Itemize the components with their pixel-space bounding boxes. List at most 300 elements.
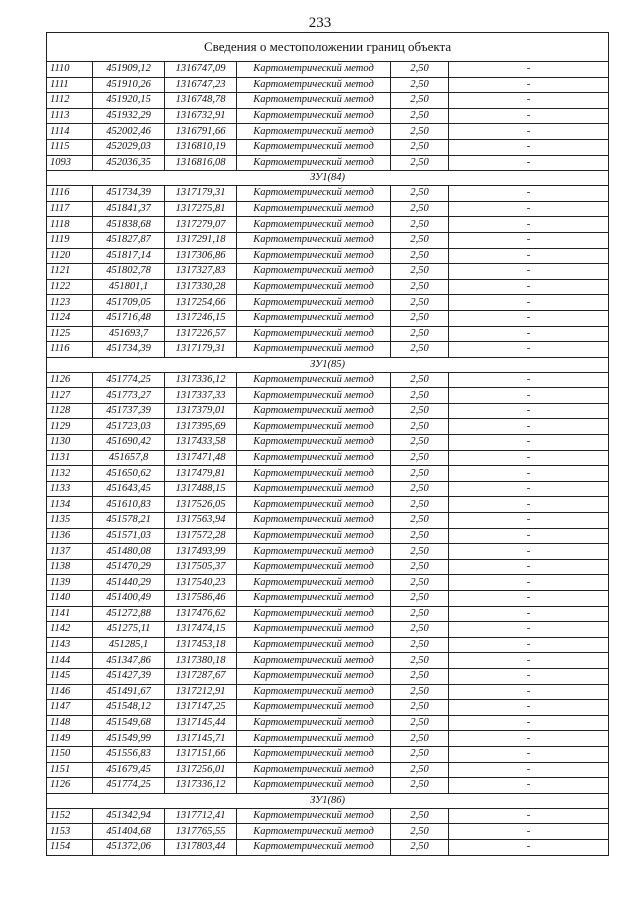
coordinate-x: 451709,05 xyxy=(93,295,165,311)
point-number: 1141 xyxy=(47,606,93,622)
point-number: 1110 xyxy=(47,62,93,78)
coordinate-y: 1317803,44 xyxy=(165,839,237,855)
coordinate-y: 1317479,81 xyxy=(165,466,237,482)
coordinate-x: 451400,49 xyxy=(93,591,165,607)
precision: 2,50 xyxy=(391,435,449,451)
coordinate-x: 451548,12 xyxy=(93,700,165,716)
point-number: 1153 xyxy=(47,824,93,840)
point-number: 1118 xyxy=(47,217,93,233)
coordinate-y: 1317493,99 xyxy=(165,544,237,560)
description: - xyxy=(449,606,609,622)
point-number: 1134 xyxy=(47,497,93,513)
point-number: 1132 xyxy=(47,466,93,482)
coordinate-x: 451773,27 xyxy=(93,388,165,404)
description: - xyxy=(449,108,609,124)
coordinate-y: 1317212,91 xyxy=(165,684,237,700)
precision: 2,50 xyxy=(391,839,449,855)
coordinate-x: 451774,25 xyxy=(93,778,165,794)
description: - xyxy=(449,264,609,280)
coordinate-x: 451679,45 xyxy=(93,762,165,778)
coordinate-y: 1317179,31 xyxy=(165,342,237,358)
coordinate-x: 452029,03 xyxy=(93,139,165,155)
description: - xyxy=(449,668,609,684)
table-row xyxy=(47,62,609,78)
description: - xyxy=(449,186,609,202)
table-row xyxy=(47,342,609,358)
table-row xyxy=(47,653,609,669)
description: - xyxy=(449,637,609,653)
table-row xyxy=(47,139,609,155)
coordinate-x: 451693,7 xyxy=(93,326,165,342)
point-number: 1125 xyxy=(47,326,93,342)
coordinate-x: 451774,25 xyxy=(93,372,165,388)
coordinate-x: 452002,46 xyxy=(93,124,165,140)
method: Картометрический метод xyxy=(237,435,391,451)
coordinate-y: 1316732,91 xyxy=(165,108,237,124)
precision: 2,50 xyxy=(391,372,449,388)
coordinate-x: 451909,12 xyxy=(93,62,165,78)
coordinate-x: 451932,29 xyxy=(93,108,165,124)
table-row xyxy=(47,591,609,607)
method: Картометрический метод xyxy=(237,606,391,622)
coordinate-x: 451480,08 xyxy=(93,544,165,560)
method: Картометрический метод xyxy=(237,419,391,435)
description: - xyxy=(449,746,609,762)
table-row xyxy=(47,606,609,622)
coordinate-y: 1317586,46 xyxy=(165,591,237,607)
description: - xyxy=(449,77,609,93)
method: Картометрический метод xyxy=(237,559,391,575)
coordinate-x: 451734,39 xyxy=(93,186,165,202)
method: Картометрический метод xyxy=(237,388,391,404)
method: Картометрический метод xyxy=(237,684,391,700)
point-number: 1093 xyxy=(47,155,93,171)
coordinate-y: 1317254,66 xyxy=(165,295,237,311)
description: - xyxy=(449,762,609,778)
table-row xyxy=(47,108,609,124)
description: - xyxy=(449,575,609,591)
coordinate-y: 1317287,67 xyxy=(165,668,237,684)
coordinate-y: 1317279,07 xyxy=(165,217,237,233)
precision: 2,50 xyxy=(391,668,449,684)
method: Картометрический метод xyxy=(237,217,391,233)
point-number: 1144 xyxy=(47,653,93,669)
point-number: 1116 xyxy=(47,186,93,202)
table-row xyxy=(47,388,609,404)
coordinate-y: 1316791,66 xyxy=(165,124,237,140)
description: - xyxy=(449,62,609,78)
table-row xyxy=(47,326,609,342)
description: - xyxy=(449,372,609,388)
coordinate-y: 1317291,18 xyxy=(165,232,237,248)
section-label: ЗУ1(85) xyxy=(47,357,609,372)
point-number: 1116 xyxy=(47,342,93,358)
point-number: 1140 xyxy=(47,591,93,607)
precision: 2,50 xyxy=(391,808,449,824)
coordinate-x: 451347,86 xyxy=(93,653,165,669)
coordinate-y: 1317505,37 xyxy=(165,559,237,575)
description: - xyxy=(449,232,609,248)
coordinate-x: 451737,39 xyxy=(93,403,165,419)
coordinate-x: 451404,68 xyxy=(93,824,165,840)
table-row xyxy=(47,481,609,497)
point-number: 1142 xyxy=(47,622,93,638)
method: Картометрический метод xyxy=(237,279,391,295)
point-number: 1151 xyxy=(47,762,93,778)
method: Картометрический метод xyxy=(237,342,391,358)
precision: 2,50 xyxy=(391,746,449,762)
table-row xyxy=(47,372,609,388)
point-number: 1143 xyxy=(47,637,93,653)
coordinate-y: 1317256,01 xyxy=(165,762,237,778)
method: Картометрический метод xyxy=(237,731,391,747)
table-row xyxy=(47,544,609,560)
description: - xyxy=(449,653,609,669)
table-row xyxy=(47,746,609,762)
method: Картометрический метод xyxy=(237,481,391,497)
coordinate-y: 1317540,23 xyxy=(165,575,237,591)
coordinate-y: 1317765,55 xyxy=(165,824,237,840)
table-row xyxy=(47,279,609,295)
coordinate-x: 451802,78 xyxy=(93,264,165,280)
precision: 2,50 xyxy=(391,77,449,93)
coordinate-y: 1316747,09 xyxy=(165,62,237,78)
precision: 2,50 xyxy=(391,310,449,326)
method: Картометрический метод xyxy=(237,808,391,824)
coordinate-y: 1317147,25 xyxy=(165,700,237,716)
precision: 2,50 xyxy=(391,591,449,607)
coordinate-y: 1317330,28 xyxy=(165,279,237,295)
description: - xyxy=(449,403,609,419)
precision: 2,50 xyxy=(391,342,449,358)
precision: 2,50 xyxy=(391,481,449,497)
method: Картометрический метод xyxy=(237,295,391,311)
table-row xyxy=(47,668,609,684)
point-number: 1135 xyxy=(47,513,93,529)
point-number: 1146 xyxy=(47,684,93,700)
coordinate-y: 1317151,66 xyxy=(165,746,237,762)
method: Картометрический метод xyxy=(237,839,391,855)
precision: 2,50 xyxy=(391,186,449,202)
point-number: 1139 xyxy=(47,575,93,591)
method: Картометрический метод xyxy=(237,575,391,591)
method: Картометрический метод xyxy=(237,403,391,419)
coordinate-x: 451690,42 xyxy=(93,435,165,451)
coordinate-x: 451491,67 xyxy=(93,684,165,700)
coordinate-y: 1317471,48 xyxy=(165,450,237,466)
method: Картометрический метод xyxy=(237,622,391,638)
table-row xyxy=(47,559,609,575)
point-number: 1119 xyxy=(47,232,93,248)
table-title: Сведения о местоположении границ объекта xyxy=(47,33,609,62)
point-number: 1123 xyxy=(47,295,93,311)
description: - xyxy=(449,544,609,560)
precision: 2,50 xyxy=(391,544,449,560)
description: - xyxy=(449,419,609,435)
coordinate-x: 451427,39 xyxy=(93,668,165,684)
precision: 2,50 xyxy=(391,559,449,575)
coordinate-y: 1317572,28 xyxy=(165,528,237,544)
coordinate-x: 451801,1 xyxy=(93,279,165,295)
point-number: 1150 xyxy=(47,746,93,762)
point-number: 1128 xyxy=(47,403,93,419)
table-row xyxy=(47,450,609,466)
method: Картометрический метод xyxy=(237,653,391,669)
coordinate-y: 1317145,71 xyxy=(165,731,237,747)
method: Картометрический метод xyxy=(237,186,391,202)
table-row xyxy=(47,232,609,248)
table-row xyxy=(47,622,609,638)
coordinate-x: 451275,11 xyxy=(93,622,165,638)
point-number: 1130 xyxy=(47,435,93,451)
method: Картометрический метод xyxy=(237,497,391,513)
description: - xyxy=(449,155,609,171)
method: Картометрический метод xyxy=(237,248,391,264)
section-label: ЗУ1(84) xyxy=(47,171,609,186)
description: - xyxy=(449,201,609,217)
coordinate-y: 1317226,57 xyxy=(165,326,237,342)
precision: 2,50 xyxy=(391,528,449,544)
method: Картометрический метод xyxy=(237,778,391,794)
precision: 2,50 xyxy=(391,715,449,731)
description: - xyxy=(449,559,609,575)
coordinate-y: 1317380,18 xyxy=(165,653,237,669)
method: Картометрический метод xyxy=(237,700,391,716)
precision: 2,50 xyxy=(391,279,449,295)
point-number: 1120 xyxy=(47,248,93,264)
point-number: 1136 xyxy=(47,528,93,544)
coordinate-x: 451723,03 xyxy=(93,419,165,435)
table-row xyxy=(47,124,609,140)
table-row xyxy=(47,201,609,217)
table-row xyxy=(47,700,609,716)
point-number: 1154 xyxy=(47,839,93,855)
coordinate-y: 1316748,78 xyxy=(165,93,237,109)
precision: 2,50 xyxy=(391,388,449,404)
method: Картометрический метод xyxy=(237,450,391,466)
method: Картометрический метод xyxy=(237,466,391,482)
description: - xyxy=(449,481,609,497)
coordinate-x: 451549,68 xyxy=(93,715,165,731)
method: Картометрический метод xyxy=(237,668,391,684)
table-row xyxy=(47,93,609,109)
description: - xyxy=(449,295,609,311)
coordinate-y: 1317474,15 xyxy=(165,622,237,638)
description: - xyxy=(449,778,609,794)
description: - xyxy=(449,342,609,358)
coordinate-x: 451571,03 xyxy=(93,528,165,544)
coordinate-x: 451827,87 xyxy=(93,232,165,248)
section-row xyxy=(47,171,609,186)
method: Картометрический метод xyxy=(237,544,391,560)
point-number: 1133 xyxy=(47,481,93,497)
table-row xyxy=(47,310,609,326)
table-row xyxy=(47,264,609,280)
description: - xyxy=(449,839,609,855)
method: Картометрический метод xyxy=(237,108,391,124)
coordinate-x: 451578,21 xyxy=(93,513,165,529)
point-number: 1122 xyxy=(47,279,93,295)
method: Картометрический метод xyxy=(237,264,391,280)
coordinate-y: 1317246,15 xyxy=(165,310,237,326)
precision: 2,50 xyxy=(391,466,449,482)
coordinate-y: 1317395,69 xyxy=(165,419,237,435)
point-number: 1114 xyxy=(47,124,93,140)
method: Картометрический метод xyxy=(237,232,391,248)
precision: 2,50 xyxy=(391,295,449,311)
table-row xyxy=(47,762,609,778)
precision: 2,50 xyxy=(391,217,449,233)
coordinate-x: 451716,48 xyxy=(93,310,165,326)
precision: 2,50 xyxy=(391,93,449,109)
table-row xyxy=(47,528,609,544)
point-number: 1148 xyxy=(47,715,93,731)
method: Картометрический метод xyxy=(237,155,391,171)
method: Картометрический метод xyxy=(237,591,391,607)
table-title-row xyxy=(47,33,609,62)
coordinate-x: 451838,68 xyxy=(93,217,165,233)
description: - xyxy=(449,824,609,840)
table-row xyxy=(47,248,609,264)
coordinate-x: 451610,83 xyxy=(93,497,165,513)
coordinate-x: 451650,62 xyxy=(93,466,165,482)
point-number: 1137 xyxy=(47,544,93,560)
precision: 2,50 xyxy=(391,762,449,778)
table-row xyxy=(47,186,609,202)
coordinate-y: 1317526,05 xyxy=(165,497,237,513)
point-number: 1147 xyxy=(47,700,93,716)
coordinate-x: 452036,35 xyxy=(93,155,165,171)
coordinate-x: 451342,94 xyxy=(93,808,165,824)
description: - xyxy=(449,450,609,466)
table-row xyxy=(47,403,609,419)
table-row xyxy=(47,217,609,233)
coordinate-y: 1317179,31 xyxy=(165,186,237,202)
section-row xyxy=(47,357,609,372)
precision: 2,50 xyxy=(391,326,449,342)
point-number: 1113 xyxy=(47,108,93,124)
precision: 2,50 xyxy=(391,731,449,747)
precision: 2,50 xyxy=(391,622,449,638)
table-body xyxy=(47,33,609,856)
table-row xyxy=(47,155,609,171)
description: - xyxy=(449,731,609,747)
description: - xyxy=(449,684,609,700)
description: - xyxy=(449,139,609,155)
coordinate-y: 1317336,12 xyxy=(165,372,237,388)
coordinate-y: 1317453,18 xyxy=(165,637,237,653)
description: - xyxy=(449,388,609,404)
page-number: 233 xyxy=(308,15,332,31)
description: - xyxy=(449,591,609,607)
precision: 2,50 xyxy=(391,139,449,155)
precision: 2,50 xyxy=(391,62,449,78)
precision: 2,50 xyxy=(391,700,449,716)
coordinate-x: 451841,37 xyxy=(93,201,165,217)
method: Картометрический метод xyxy=(237,762,391,778)
table-row xyxy=(47,731,609,747)
coordinate-y: 1316810,19 xyxy=(165,139,237,155)
precision: 2,50 xyxy=(391,248,449,264)
table-row xyxy=(47,513,609,529)
method: Картометрический метод xyxy=(237,201,391,217)
precision: 2,50 xyxy=(391,155,449,171)
precision: 2,50 xyxy=(391,403,449,419)
description: - xyxy=(449,248,609,264)
description: - xyxy=(449,466,609,482)
table-row xyxy=(47,778,609,794)
point-number: 1131 xyxy=(47,450,93,466)
coordinate-y: 1316816,08 xyxy=(165,155,237,171)
method: Картометрический метод xyxy=(237,139,391,155)
point-number: 1117 xyxy=(47,201,93,217)
boundary-coordinates-table xyxy=(46,32,609,856)
coordinate-x: 451910,26 xyxy=(93,77,165,93)
table-row xyxy=(47,715,609,731)
precision: 2,50 xyxy=(391,513,449,529)
description: - xyxy=(449,217,609,233)
point-number: 1126 xyxy=(47,778,93,794)
point-number: 1149 xyxy=(47,731,93,747)
precision: 2,50 xyxy=(391,653,449,669)
section-label: ЗУ1(86) xyxy=(47,793,609,808)
coordinate-x: 451272,88 xyxy=(93,606,165,622)
point-number: 1129 xyxy=(47,419,93,435)
precision: 2,50 xyxy=(391,606,449,622)
coordinate-y: 1317379,01 xyxy=(165,403,237,419)
description: - xyxy=(449,700,609,716)
point-number: 1145 xyxy=(47,668,93,684)
table-row xyxy=(47,808,609,824)
precision: 2,50 xyxy=(391,232,449,248)
coordinate-y: 1317145,44 xyxy=(165,715,237,731)
coordinate-y: 1317488,15 xyxy=(165,481,237,497)
precision: 2,50 xyxy=(391,419,449,435)
method: Картометрический метод xyxy=(237,93,391,109)
coordinate-x: 451470,29 xyxy=(93,559,165,575)
table-row xyxy=(47,684,609,700)
method: Картометрический метод xyxy=(237,746,391,762)
coordinate-y: 1317327,83 xyxy=(165,264,237,280)
description: - xyxy=(449,310,609,326)
precision: 2,50 xyxy=(391,201,449,217)
coordinate-y: 1317563,94 xyxy=(165,513,237,529)
point-number: 1127 xyxy=(47,388,93,404)
precision: 2,50 xyxy=(391,684,449,700)
table-row xyxy=(47,824,609,840)
coordinate-x: 451285,1 xyxy=(93,637,165,653)
coordinate-y: 1317476,62 xyxy=(165,606,237,622)
coordinate-x: 451734,39 xyxy=(93,342,165,358)
coordinate-y: 1317275,81 xyxy=(165,201,237,217)
coordinate-y: 1316747,23 xyxy=(165,77,237,93)
table-row xyxy=(47,497,609,513)
precision: 2,50 xyxy=(391,264,449,280)
description: - xyxy=(449,715,609,731)
precision: 2,50 xyxy=(391,497,449,513)
description: - xyxy=(449,279,609,295)
table-row xyxy=(47,419,609,435)
coordinate-x: 451440,29 xyxy=(93,575,165,591)
coordinate-x: 451817,14 xyxy=(93,248,165,264)
description: - xyxy=(449,435,609,451)
method: Картометрический метод xyxy=(237,528,391,544)
point-number: 1126 xyxy=(47,372,93,388)
precision: 2,50 xyxy=(391,778,449,794)
method: Картометрический метод xyxy=(237,62,391,78)
point-number: 1124 xyxy=(47,310,93,326)
coordinate-x: 451549,99 xyxy=(93,731,165,747)
